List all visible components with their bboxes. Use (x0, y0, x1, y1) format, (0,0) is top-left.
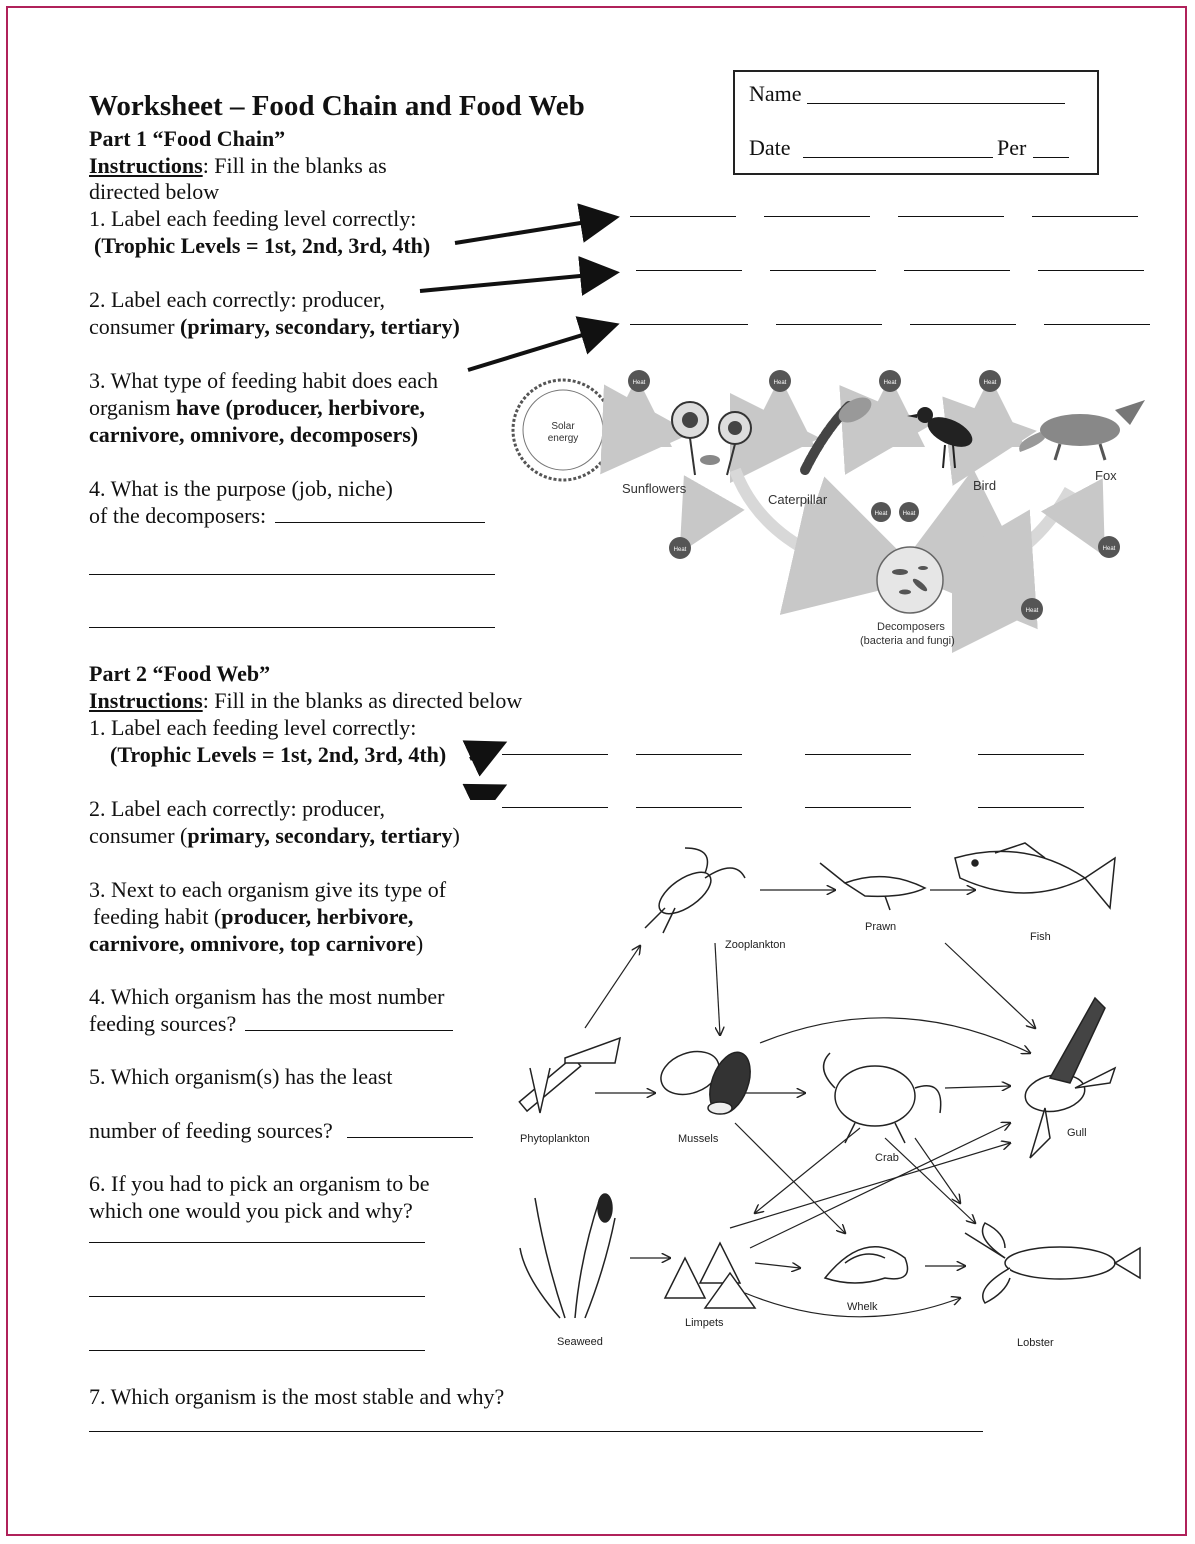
decomposers-label: Decomposers (877, 621, 945, 633)
p2-row2-blank-2[interactable] (636, 807, 742, 808)
sunflowers-label: Sunflowers (622, 481, 687, 496)
svg-text:Heat: Heat (983, 380, 997, 386)
mussels-icon (655, 1044, 758, 1119)
p1-q1-line1: 1. Label each feeding level correctly: (89, 206, 417, 231)
instructions-text-2: directed below (89, 179, 220, 204)
svg-text:Heat: Heat (874, 511, 888, 517)
fish-icon (955, 843, 1115, 908)
page-title: Worksheet – Food Chain and Food Web (89, 90, 585, 122)
name-label: Name (749, 81, 802, 106)
svg-text:Heat: Heat (1102, 546, 1116, 552)
seaweed-icon (520, 1194, 615, 1318)
p2-row1-blank-3[interactable] (805, 754, 911, 755)
p2-row1-blank-1[interactable] (502, 754, 608, 755)
p1-row1-blank-3[interactable] (898, 216, 1004, 217)
p2-q4-line1: 4. Which organism has the most number (89, 984, 445, 1009)
fish-label: Fish (1030, 931, 1051, 943)
p2-q6-answer-2[interactable] (89, 1296, 425, 1297)
p2-arrow-row2 (438, 788, 500, 800)
p1-row1-blank-4[interactable] (1032, 216, 1138, 217)
seaweed-label: Seaweed (557, 1336, 603, 1348)
solar-label-1: Solar (551, 421, 575, 432)
whelk-label: Whelk (847, 1301, 878, 1313)
p2-arrow-row1 (470, 745, 500, 759)
p2-row2-blank-4[interactable] (978, 807, 1084, 808)
p2-instructions-label: Instructions (89, 688, 203, 713)
instructions-text: : Fill in the blanks as (202, 153, 387, 178)
heat-badge-2 (769, 370, 791, 392)
p1-row2-blank-3[interactable] (904, 270, 1010, 271)
p2-row1-blank-2[interactable] (636, 754, 742, 755)
svg-text:Heat: Heat (883, 380, 897, 386)
p2-q5-line2: number of feeding sources? (89, 1118, 333, 1143)
p2-q2-line2 (89, 822, 460, 849)
p1-row3-blank-1[interactable] (630, 324, 748, 325)
instructions-label: Instructions (89, 153, 203, 178)
p1-q1-line2: (Trophic Levels = 1st, 2nd, 3rd, 4th) (94, 233, 431, 258)
p2-q3-line3 (89, 930, 423, 957)
arrow-to-row1 (455, 218, 612, 243)
food-web-diagram (505, 838, 1145, 1358)
p2-row1-blank-4[interactable] (978, 754, 1084, 755)
heat-badge-5 (871, 502, 891, 522)
prawn-icon (820, 863, 925, 910)
part2-instructions (89, 687, 522, 714)
p2-q2-bold: primary, secondary, tertiary (187, 823, 453, 848)
p2-q3-line1: 3. Next to each organism give its type of (89, 877, 447, 902)
p1-q2-plain: consumer (89, 314, 181, 339)
phytoplankton-label: Phytoplankton (520, 1133, 590, 1145)
lobster-icon (965, 1223, 1140, 1303)
caterpillar-label: Caterpillar (768, 492, 828, 507)
p2-row2-blank-3[interactable] (805, 807, 911, 808)
p2-q3-plain: feeding habit ( (93, 904, 222, 929)
solar-label-2: energy (547, 433, 579, 444)
heat-badge-6 (899, 502, 919, 522)
p1-q4-line2: of the decomposers: (89, 503, 267, 528)
p2-q6-answer-3[interactable] (89, 1350, 425, 1351)
p2-q2-end: ) (452, 823, 460, 848)
heat-badge-9 (1021, 598, 1043, 620)
p1-row2-blank-2[interactable] (770, 270, 876, 271)
fox-label: Fox (1095, 468, 1117, 483)
p2-q1-line2: (Trophic Levels = 1st, 2nd, 3rd, 4th) (110, 742, 447, 767)
p2-q3-line3-bold: carnivore, omnivore, top carnivore (89, 931, 416, 956)
p1-q3-bold: have (producer, herbivore, (175, 395, 425, 420)
p2-q3-line2 (93, 903, 413, 930)
part2-heading: Part 2 “Food Web” (89, 661, 271, 686)
p2-q1-line1: 1. Label each feeding level correctly: (89, 715, 417, 740)
p1-row2-blank-1[interactable] (636, 270, 742, 271)
p1-q2-bold: (primary, secondary, tertiary) (180, 314, 460, 339)
sunflower-icon (672, 402, 751, 475)
heat-badge-4 (979, 370, 1001, 392)
bird-icon (907, 407, 977, 468)
svg-text:Heat: Heat (632, 380, 646, 386)
p2-q5-answer[interactable] (347, 1137, 473, 1138)
p2-q4-answer[interactable] (245, 1030, 453, 1031)
date-label: Date (749, 135, 791, 160)
crab-icon (824, 1053, 941, 1143)
p2-q4-line2: feeding sources? (89, 1011, 237, 1036)
p2-q7: 7. Which organism is the most stable and why? (89, 1384, 505, 1409)
fox-icon (1019, 400, 1145, 460)
zooplankton-icon (645, 848, 745, 933)
limpets-icon (665, 1243, 755, 1308)
svg-text:Heat: Heat (902, 511, 916, 517)
part1-heading: Part 1 “Food Chain” (89, 126, 286, 151)
crab-label: Crab (875, 1152, 899, 1164)
caterpillar-icon (805, 392, 876, 470)
heat-badge-8 (1098, 536, 1120, 558)
mussels-label: Mussels (678, 1133, 719, 1145)
p2-q7-answer[interactable] (89, 1431, 983, 1432)
svg-text:Heat: Heat (773, 380, 787, 386)
p1-row1-blank-2[interactable] (764, 216, 870, 217)
p2-q2-line1: 2. Label each correctly: producer, (89, 796, 385, 821)
arrow-to-row2 (420, 273, 612, 291)
p1-q2-line1: 2. Label each correctly: producer, (89, 287, 385, 312)
p2-row2-blank-1[interactable] (502, 807, 608, 808)
p1-q3-plain: organism (89, 395, 176, 420)
p1-q3-line3: carnivore, omnivore, decomposers) (89, 422, 419, 447)
bird-label: Bird (973, 478, 997, 493)
p1-q3-line1: 3. What type of feeding habit does each (89, 368, 439, 393)
decomposers-icon (877, 547, 943, 613)
food-chain-diagram (505, 360, 1155, 655)
p1-row2-blank-4[interactable] (1038, 270, 1144, 271)
p2-q3-line3-end: ) (415, 931, 424, 956)
heat-badge-7 (669, 537, 691, 559)
gull-label: Gull (1067, 1127, 1087, 1139)
p2-q6-line2: which one would you pick and why? (89, 1198, 413, 1223)
lobster-label: Lobster (1017, 1337, 1054, 1349)
p1-row3-blank-2[interactable] (776, 324, 882, 325)
p2-q6-line1: 6. If you had to pick an organism to be (89, 1171, 430, 1196)
heat-badge-3 (879, 370, 901, 392)
p1-row1-blank-1[interactable] (630, 216, 736, 217)
p1-q4-line1: 4. What is the purpose (job, niche) (89, 476, 393, 501)
heat-badge-1 (628, 370, 650, 392)
zooplankton-label: Zooplankton (725, 939, 786, 951)
per-label: Per (997, 135, 1027, 160)
whelk-icon (825, 1247, 908, 1283)
prawn-label: Prawn (865, 921, 897, 933)
svg-text:Heat: Heat (673, 547, 687, 553)
p2-q2-plain: consumer ( (89, 823, 188, 848)
p2-q5-line1: 5. Which organism(s) has the least (89, 1064, 393, 1089)
p1-row3-blank-3[interactable] (910, 324, 1016, 325)
phytoplankton-icon (519, 1038, 620, 1113)
svg-text:Heat: Heat (1025, 608, 1039, 614)
decomposers-sublabel: (bacteria and fungi) (860, 635, 955, 647)
p2-instructions-text: : Fill in the blanks as directed below (202, 688, 523, 713)
p2-q3-bold: producer, herbivore, (221, 904, 414, 929)
limpets-label: Limpets (685, 1317, 724, 1329)
p1-row3-blank-4[interactable] (1044, 324, 1150, 325)
p2-q6-answer-1[interactable] (89, 1242, 425, 1243)
